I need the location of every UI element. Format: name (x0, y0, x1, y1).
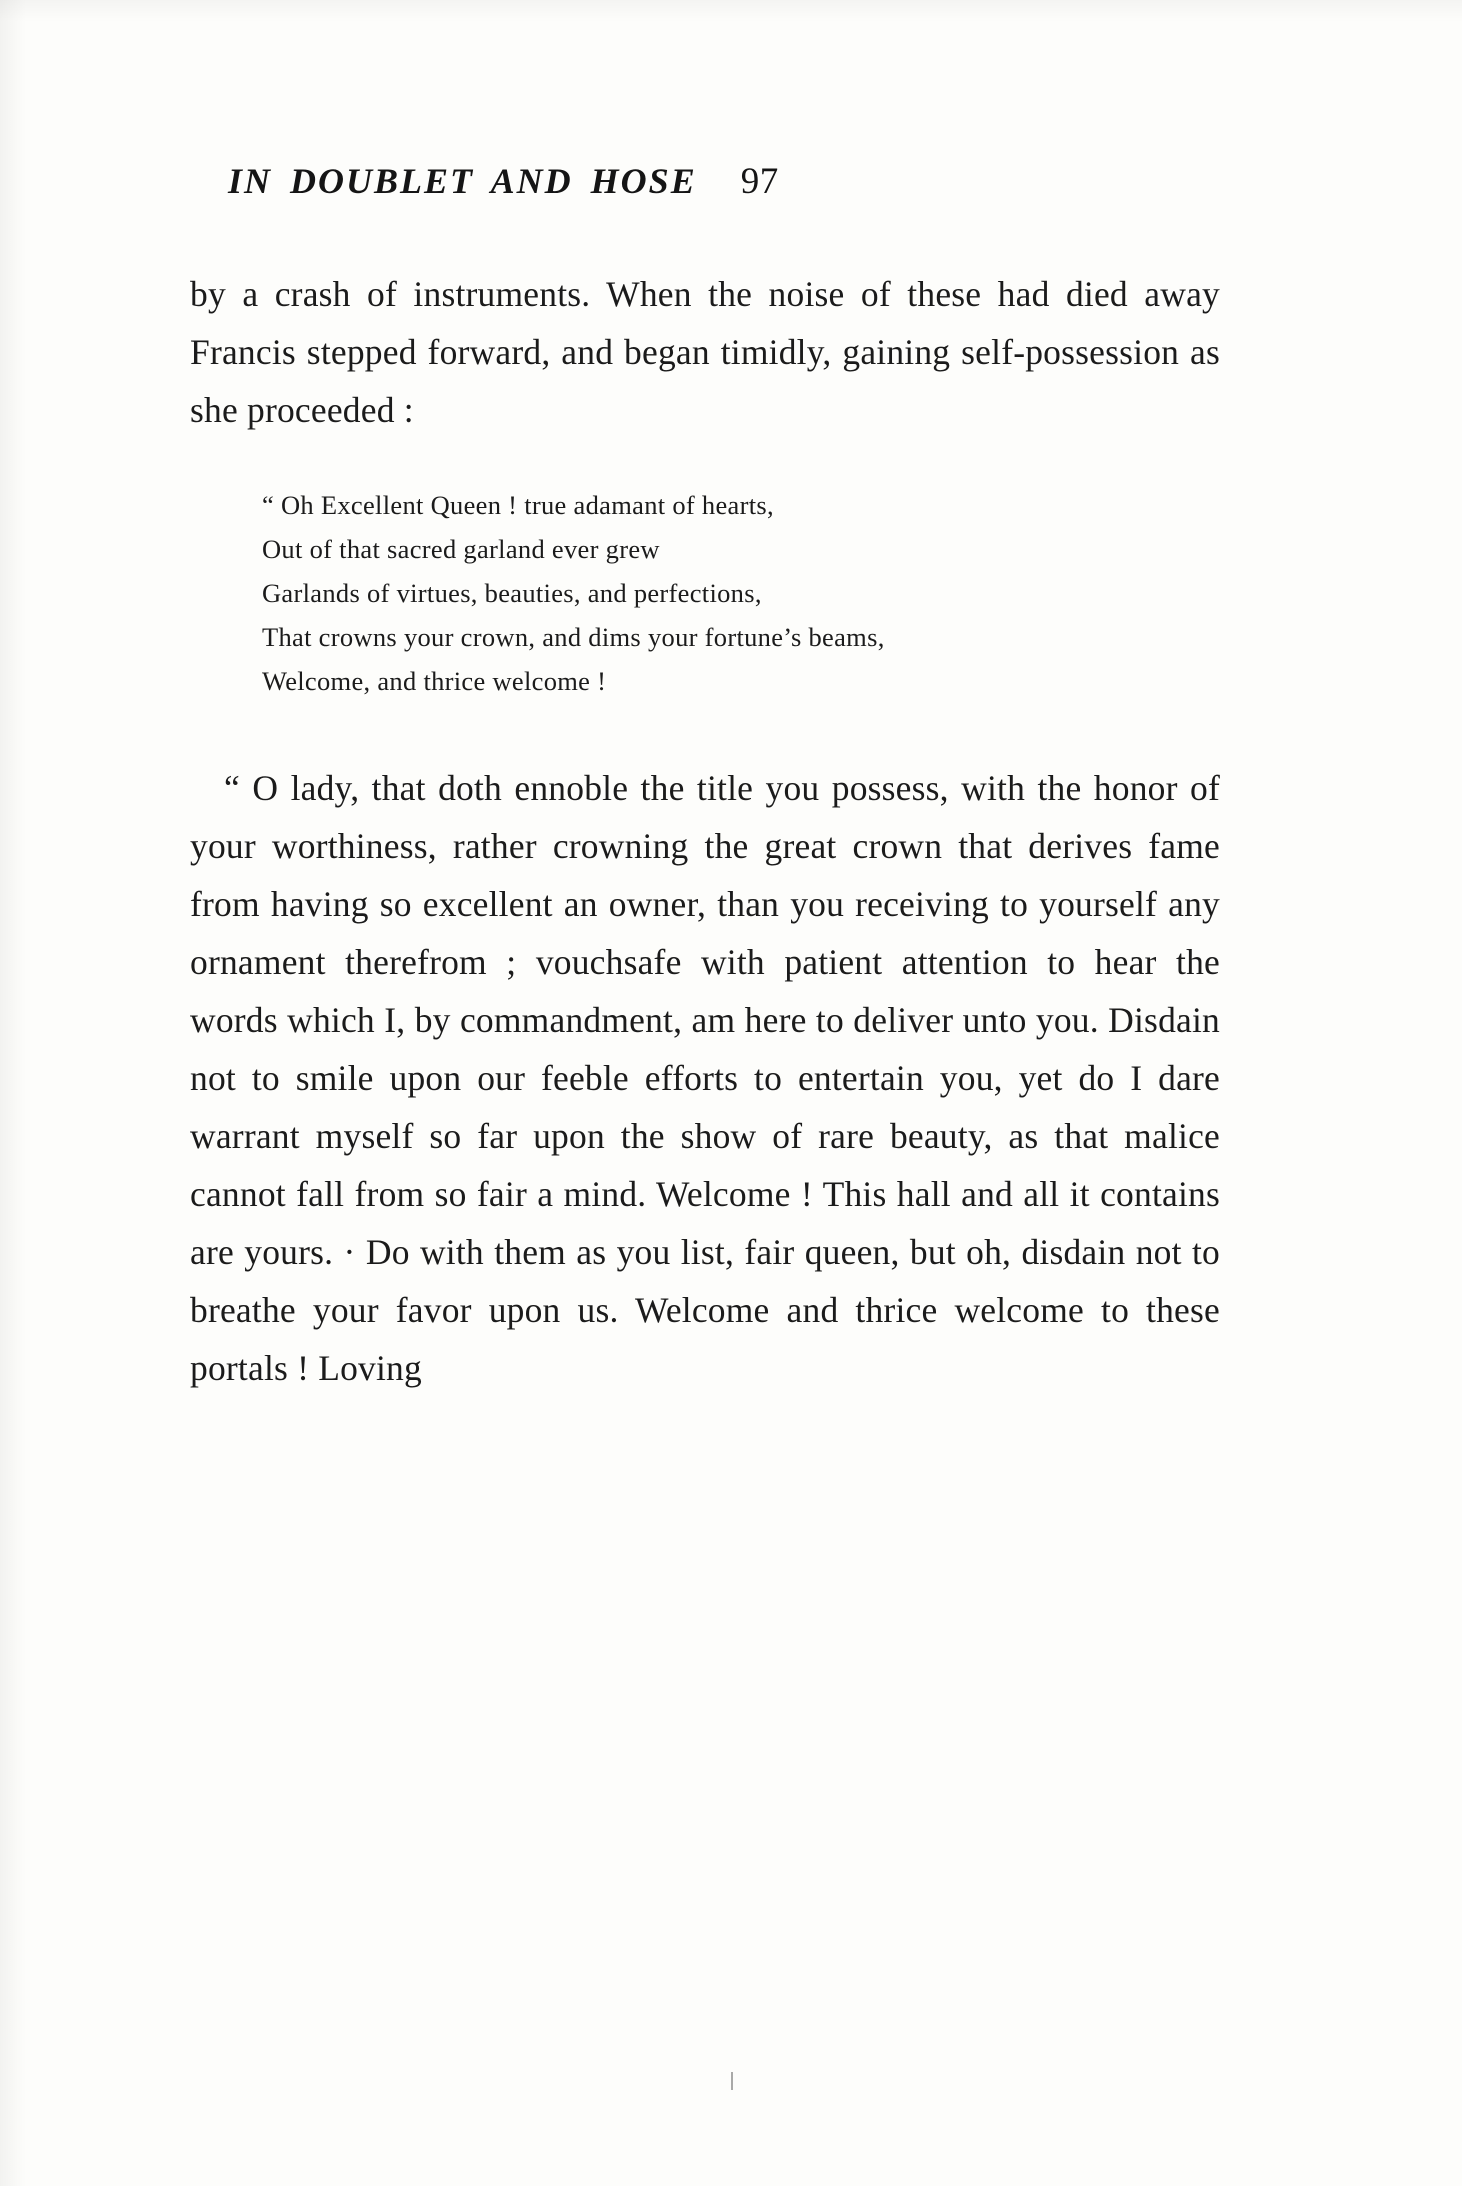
page-edge-shading-left (0, 0, 26, 2186)
verse-quotation (262, 483, 1220, 703)
verse-line: “ Oh Excellent Queen ! true adamant of hearts, (262, 490, 774, 520)
verse-line: Out of that sacred garland ever grew (262, 534, 660, 564)
verse-line: That crowns your crown, and dims your fortune’s beams, (262, 622, 885, 652)
page-edge-shading-top (0, 0, 1462, 22)
paragraph-opening: by a crash of instruments. When the noise of these had died away Francis stepped forward, and began timidly, gaining self-possession as she proceeded : (190, 274, 1220, 430)
page-bottom-mark (731, 2072, 733, 2090)
verse-line: Welcome, and thrice welcome ! (262, 666, 607, 696)
page-number: 97 (740, 161, 779, 202)
verse-line: Garlands of virtues, beauties, and perfections, (262, 578, 762, 608)
page-text-block (190, 160, 1220, 1397)
running-head-title: IN DOUBLET AND HOSE (228, 161, 697, 201)
paragraph-speech: “ O lady, that doth ennoble the title you possess, with the honor of your worthiness, rather crowning the great crown that derives fame from having so excellent an owner, than you receiving to yourself any ornament therefrom ; vouchsafe with patient attention to hear the words which I, by commandment, am here to deliver unto you. Disdain not to smile upon our feeble efforts to entertain you, yet do I dare warrant myself so far upon the show of rare beauty, as that malice cannot fall from so fair a mind. Welcome ! This hall and all it contains are yours. · Do with them as you list, fair queen, but oh, disdain not to breathe your favor upon us. Welcome and thrice welcome to these portals ! Loving (190, 768, 1220, 1388)
running-head (228, 160, 1220, 203)
